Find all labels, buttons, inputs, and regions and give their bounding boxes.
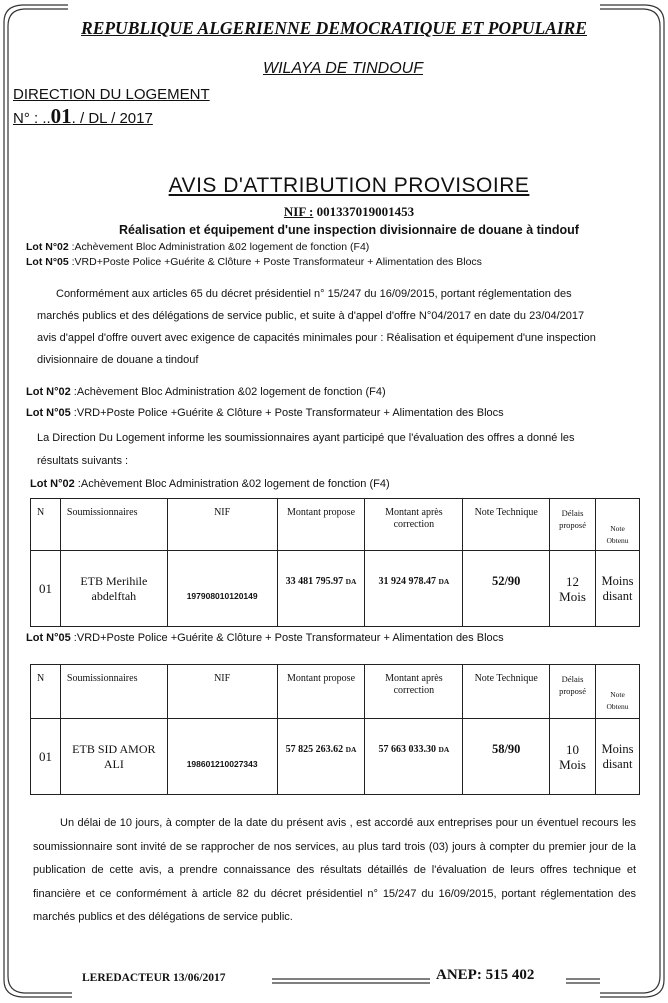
cell-montant [277, 719, 365, 795]
republic-heading: REPUBLIQUE ALGERIENNE DEMOCRATIQUE ET POPULAIRE [81, 18, 587, 38]
obtenu-line-1: Moins [601, 573, 634, 588]
obtenu-line-1: Moins [601, 741, 634, 756]
nif-value: 001337019001453 [316, 204, 415, 219]
intro-lot-05 [26, 256, 482, 268]
lot-label: Lot N°02 [26, 386, 71, 398]
inform-line-1: La Direction Du Logement informe les soumissionnaires ayant participé que l'évaluation des offres a donné les [37, 432, 575, 444]
body-lot-02 [26, 386, 386, 398]
soum-line-2: abdelftah [91, 588, 137, 603]
cell-obtenu [595, 719, 639, 795]
delai-line-2: Mois [559, 756, 586, 772]
soum-line-1: ETB SID AMOR [72, 741, 156, 756]
delai-line-2: Mois [559, 588, 586, 604]
cell-delai [550, 719, 596, 795]
cell-soumissionnaire [60, 551, 167, 627]
col-nif: NIF [167, 499, 277, 551]
cell-montant-apres [365, 719, 463, 795]
reference-prefix: N° : .. [13, 110, 51, 127]
cell-delai [550, 551, 596, 627]
col-montant: Montant propose [277, 499, 365, 551]
lot-desc: :Achèvement Bloc Administration &02 logement de fonction (F4) [70, 386, 386, 398]
notice-title: AVIS D'ATTRIBUTION PROVISOIRE [168, 174, 530, 197]
nif-line [0, 204, 668, 220]
lot-label: Lot N°05 [26, 407, 71, 419]
lot-desc: :VRD+Poste Police +Guérite & Clôture + Poste Transformateur + Alimentation des Blocs [70, 632, 504, 644]
cell-montant-apres [365, 551, 463, 627]
note-obtenu-line-2: Obtenu [606, 536, 629, 545]
lot-desc: :VRD+Poste Police +Guérite & Clôture + Poste Transformateur + Alimentation des Blocs [68, 256, 482, 268]
cell-n: 01 [31, 551, 61, 627]
lot-05-caption [26, 632, 504, 644]
inform-line-2: résultats suivants : [37, 455, 129, 467]
obtenu-line-2: disant [602, 756, 633, 771]
col-n: N [31, 499, 61, 551]
obtenu-line-2: disant [602, 588, 633, 603]
reference-number [13, 104, 153, 129]
table-row [31, 719, 640, 795]
lot-label: Lot N°02 [30, 478, 75, 490]
soum-line-2: ALI [103, 756, 124, 771]
montant-value: 33 481 795.97 [285, 576, 344, 587]
cell-n: 01 [31, 719, 61, 795]
lot-02-caption [30, 478, 390, 490]
results-table-lot-05 [30, 664, 640, 795]
intro-lot-02 [26, 241, 369, 253]
montant-apres-unit: DA [438, 577, 450, 586]
intro-para-line-4: divisionnaire de douane a tindouf [37, 354, 199, 366]
montant-apres-value: 57 663 033.30 [378, 744, 436, 755]
note-obtenu-line-1: Note [610, 690, 625, 699]
lot-desc: :VRD+Poste Police +Guérite & Clôture + Poste Transformateur + Alimentation des Blocs [70, 407, 504, 419]
cell-montant [277, 551, 365, 627]
soum-line-1: ETB Merihile [80, 573, 148, 588]
reference-value: 01 [50, 104, 72, 128]
results-table-lot-02 [30, 498, 640, 627]
table-row [31, 551, 640, 627]
cell-nif: 198601210027343 [167, 719, 277, 795]
wilaya-heading: WILAYA DE TINDOUF [262, 60, 423, 77]
reference-suffix: . / DL / 2017 [71, 110, 153, 127]
lot-desc: :Achèvement Bloc Administration &02 logement de fonction (F4) [68, 241, 370, 253]
nif-label: NIF : [283, 204, 314, 219]
intro-para-line-2: marchés publics et des délégations de service public, et suite à d'appel d'offre N°04/2017 en date du 23/04/2017 [37, 310, 585, 322]
project-subject: Réalisation et équipement d'une inspection divisionnaire de douane à tindouf [119, 223, 579, 237]
col-nif: NIF [167, 665, 277, 719]
montant-apres-value: 31 924 978.47 [378, 576, 436, 587]
montant-value: 57 825 263.62 [285, 744, 344, 755]
cell-soumissionnaire [60, 719, 167, 795]
table-header-row [31, 499, 640, 551]
montant-apres-unit: DA [438, 745, 450, 754]
col-soumissionnaires: Soumissionnaires [60, 665, 167, 719]
delai-line-1: 10 [566, 741, 580, 757]
lot-desc: :Achèvement Bloc Administration &02 logement de fonction (F4) [74, 478, 390, 490]
cell-note: 52/90 [463, 551, 550, 627]
col-montant: Montant propose [277, 665, 365, 719]
col-note-technique: Note Technique [463, 665, 550, 719]
col-note-technique: Note Technique [463, 499, 550, 551]
direction-label: DIRECTION DU LOGEMENT [13, 86, 210, 103]
lot-label: Lot N°05 [26, 632, 71, 644]
note-obtenu-line-2: Obtenu [606, 702, 629, 711]
intro-para-line-1: Conformément aux articles 65 du décret présidentiel n° 15/247 du 16/09/2015, portant réglementation des [56, 288, 572, 300]
montant-unit: DA [345, 577, 357, 586]
anep-footer: ANEP: 515 402 [436, 967, 535, 983]
redacteur-footer: LEREDACTEUR 13/06/2017 [82, 972, 226, 984]
col-soumissionnaires: Soumissionnaires [60, 499, 167, 551]
closing-text: Un délai de 10 jours, à compter de la date du présent avis , est accordé aux entreprises pour un éventuel recours les soumissionnaire sont invité de se rapprocher de nos services, au plus tard trois (03) jours à compter du premier jour de la publication de cette avis, a prendre connaissance des résultats détaillés de l'évaluation de leurs offres technique et financière et ce conformément à article 82 du décret présidentiel n° 15/247 du 16/09/2015, portant réglementation des marchés publics et des délégations de service public. [33, 817, 636, 923]
delai-line-1: 12 [566, 573, 580, 589]
note-obtenu-line-1: Note [610, 524, 625, 533]
col-montant-apres: Montant après correction [365, 665, 463, 719]
col-delais: Délais proposé [550, 499, 596, 551]
lot-label: Lot N°05 [26, 256, 69, 268]
table-header-row [31, 665, 640, 719]
col-note-obtenu [595, 499, 639, 551]
col-montant-apres: Montant après correction [365, 499, 463, 551]
col-note-obtenu [595, 665, 639, 719]
cell-note: 58/90 [463, 719, 550, 795]
body-lot-05 [26, 407, 504, 419]
cell-nif: 197908010120149 [167, 551, 277, 627]
col-n: N [31, 665, 61, 719]
lot-label: Lot N°02 [26, 241, 69, 253]
closing-paragraph [33, 812, 636, 930]
cell-obtenu [595, 551, 639, 627]
montant-unit: DA [345, 745, 357, 754]
intro-para-line-3: avis d'appel d'offre ouvert avec exigence de capacités minimales pour : Réalisation et équipement d'une inspection [37, 332, 596, 344]
col-delais: Délais proposé [550, 665, 596, 719]
